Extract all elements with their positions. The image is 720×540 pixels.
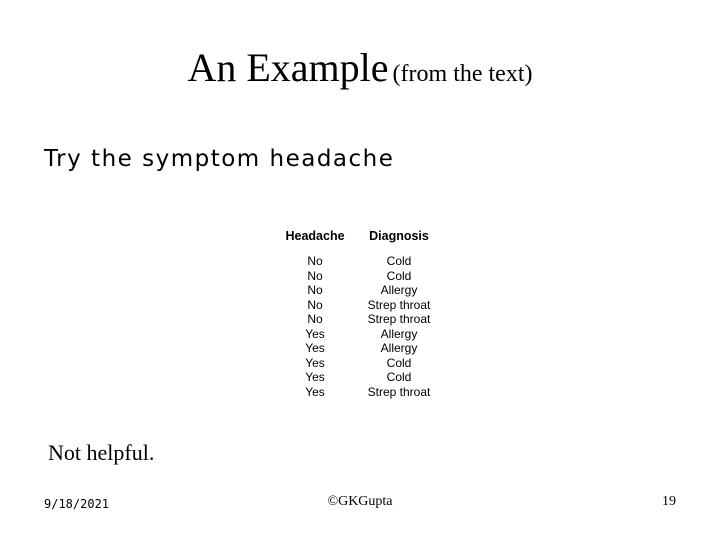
data-table (276, 229, 444, 399)
cell-diagnosis: Allergy (380, 283, 418, 297)
table-row (276, 327, 444, 342)
table-row (276, 385, 444, 400)
footer-page-number: 19 (662, 494, 676, 509)
table-row (276, 298, 444, 313)
cell-diagnosis: Strep throat (367, 297, 431, 312)
footer-date: 9/18/2021 (44, 497, 110, 511)
cell-diagnosis: Strep throat (367, 384, 431, 399)
column-header-headache: Headache (285, 229, 345, 243)
footer-author: ©GKGupta (327, 494, 393, 509)
table-header-row (276, 229, 444, 254)
cell-headache: No (307, 312, 323, 326)
cell-diagnosis: Cold (386, 370, 412, 384)
table-row (276, 370, 444, 385)
column-header-diagnosis: Diagnosis (369, 229, 429, 243)
slide-title (0, 44, 720, 91)
cell-diagnosis: Cold (386, 355, 412, 370)
subtitle: Try the symptom headache (44, 146, 395, 172)
cell-headache: Yes (305, 355, 325, 370)
cell-headache: Yes (305, 341, 325, 355)
table-row (276, 269, 444, 284)
table-row (276, 341, 444, 356)
cell-headache: Yes (305, 326, 325, 341)
cell-diagnosis: Allergy (380, 341, 418, 355)
cell-diagnosis: Allergy (380, 326, 418, 341)
cell-headache: No (307, 268, 323, 283)
table-row (276, 254, 444, 269)
cell-headache: Yes (305, 384, 325, 399)
title-main: An Example (187, 45, 389, 90)
cell-diagnosis: Strep throat (367, 312, 431, 326)
cell-headache: No (307, 297, 323, 312)
cell-headache: No (307, 283, 323, 297)
table-row (276, 356, 444, 371)
table-row (276, 312, 444, 327)
cell-diagnosis: Cold (386, 254, 412, 268)
cell-headache: Yes (305, 370, 325, 384)
table-row (276, 283, 444, 298)
cell-headache: No (307, 254, 323, 268)
title-sub: (from the text) (392, 61, 533, 87)
cell-diagnosis: Cold (386, 268, 412, 283)
note-text: Not helpful. (48, 440, 155, 465)
